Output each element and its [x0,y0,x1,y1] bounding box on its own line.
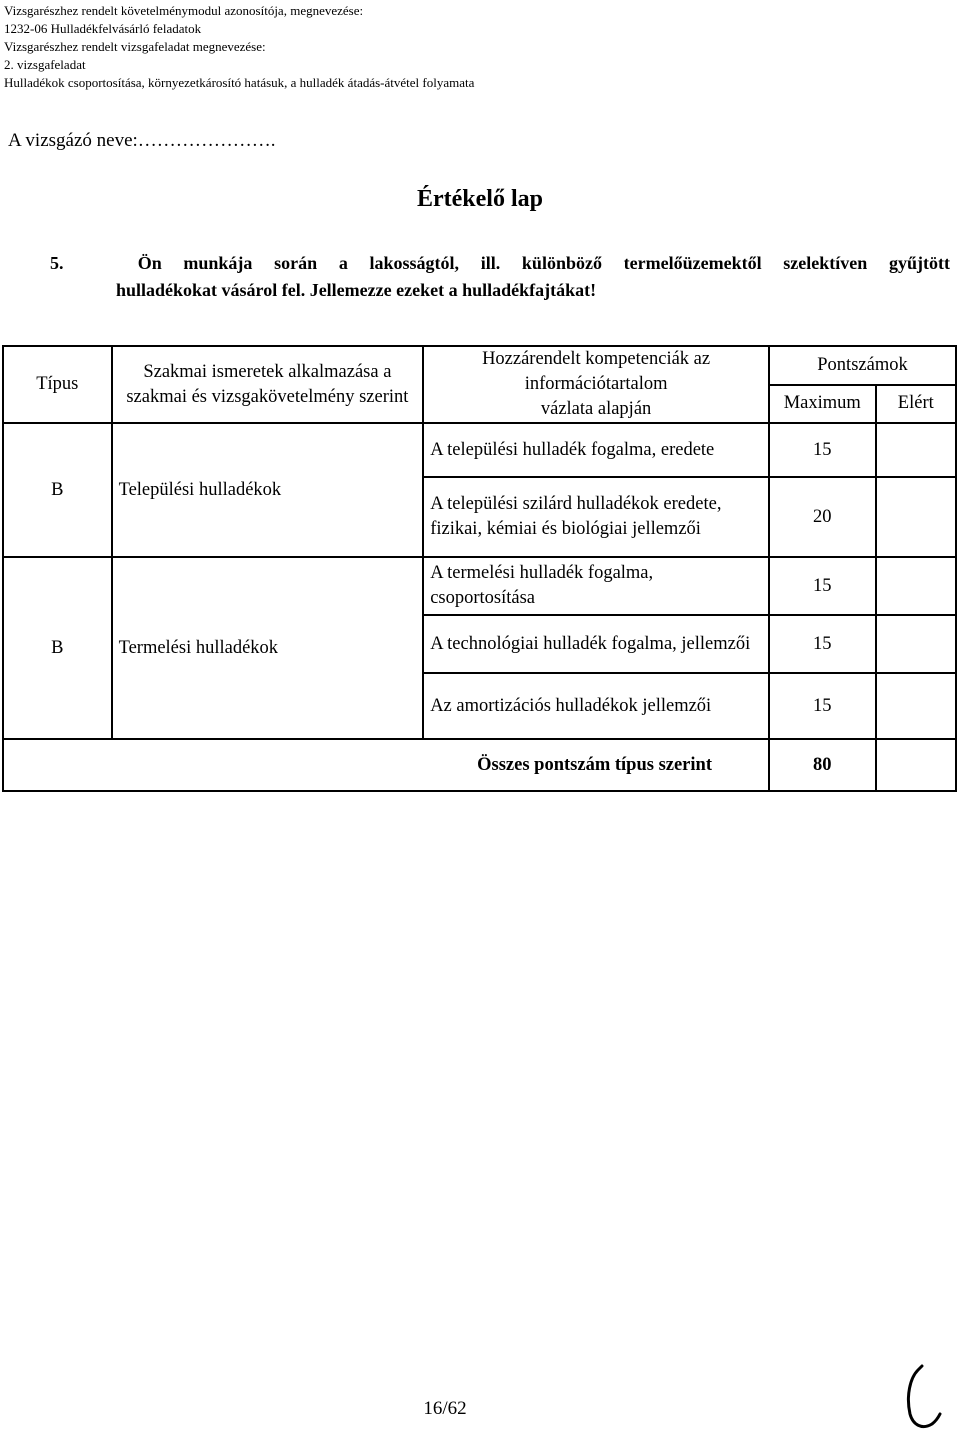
task-word: termelőüzemektől [623,253,762,273]
row-max-points: 20 [769,477,876,557]
row-achieved-points[interactable] [876,423,956,477]
row-competence: Az amortizációs hulladékok jellemzői [423,673,769,739]
row-competence: A termelési hulladék fogalma, csoportosítása [423,557,769,615]
task-word: munkája [183,253,253,273]
task-word: során [274,253,318,273]
header-type: Típus [3,346,112,423]
task-line-1 [50,250,950,277]
header-line-task: 2. vizsgafeladat [4,57,86,72]
page-number: 16/62 [423,1398,467,1419]
task-word: gyűjtött [888,253,950,273]
header-competence-line: Hozzárendelt kompetenciák az [482,349,711,369]
row-skill: Települési hulladékok [112,423,424,557]
task-number: 5. [50,253,64,273]
signature-mark [900,1362,944,1434]
task-statement [50,250,950,304]
row-competence: A technológiai hulladék fogalma, jellemzői [423,615,769,673]
row-type: B [3,557,112,739]
header-max: Maximum [769,385,876,424]
total-achieved-points[interactable] [876,739,956,791]
header-competence [423,346,769,423]
total-max-points: 80 [769,739,876,791]
table-row [3,423,956,477]
task-word: a [338,253,348,273]
row-skill: Termelési hulladékok [112,557,424,739]
header-competence-line: információtartalom [524,374,668,394]
row-achieved-points[interactable] [876,615,956,673]
task-word: ill. [480,253,501,273]
task-word: szelektíven [783,253,868,273]
task-word: lakosságtól, [369,253,460,273]
row-competence: A települési szilárd hulladékok eredete, fizikai, kémiai és biológiai jellemzői [423,477,769,557]
task-word: Ön [137,253,162,273]
examinee-name-line: A vizsgázó neve:…………………. [8,130,276,151]
table-header-row [3,346,956,385]
task-line-2: hulladékokat vásárol fel. Jellemezze ezeket a hulladékfajtákat! [116,280,597,300]
row-max-points: 15 [769,423,876,477]
evaluation-table [2,345,957,792]
total-label: Összes pontszám típus szerint [3,739,769,791]
table-row [3,557,956,615]
row-achieved-points[interactable] [876,673,956,739]
row-max-points: 15 [769,673,876,739]
row-competence: A települési hulladék fogalma, eredete [423,423,769,477]
header-line-module: 1232-06 Hulladékfelvásárló feladatok [4,21,202,36]
row-max-points: 15 [769,557,876,615]
header-achieved: Elért [876,385,956,424]
row-achieved-points[interactable] [876,557,956,615]
row-achieved-points[interactable] [876,477,956,557]
header-skill: Szakmai ismeretek alkalmazása a szakmai és vizsgakövetelmény szerint [112,346,424,423]
total-row [3,739,956,791]
row-max-points: 15 [769,615,876,673]
row-type: B [3,423,112,557]
header-points: Pontszámok [769,346,956,385]
header-line-module-label: Vizsgarészhez rendelt követelménymodul azonosítója, megnevezése: [4,3,364,18]
page-title: Értékelő lap [417,186,543,212]
task-word: különböző [521,253,602,273]
header-line-task-label: Vizsgarészhez rendelt vizsgafeladat megnevezése: [4,39,266,54]
header-line-task-title: Hulladékok csoportosítása, környezetkárosító hatásuk, a hulladék átadás-átvétel folyamata [4,75,475,90]
header-competence-line: vázlata alapján [540,399,652,419]
